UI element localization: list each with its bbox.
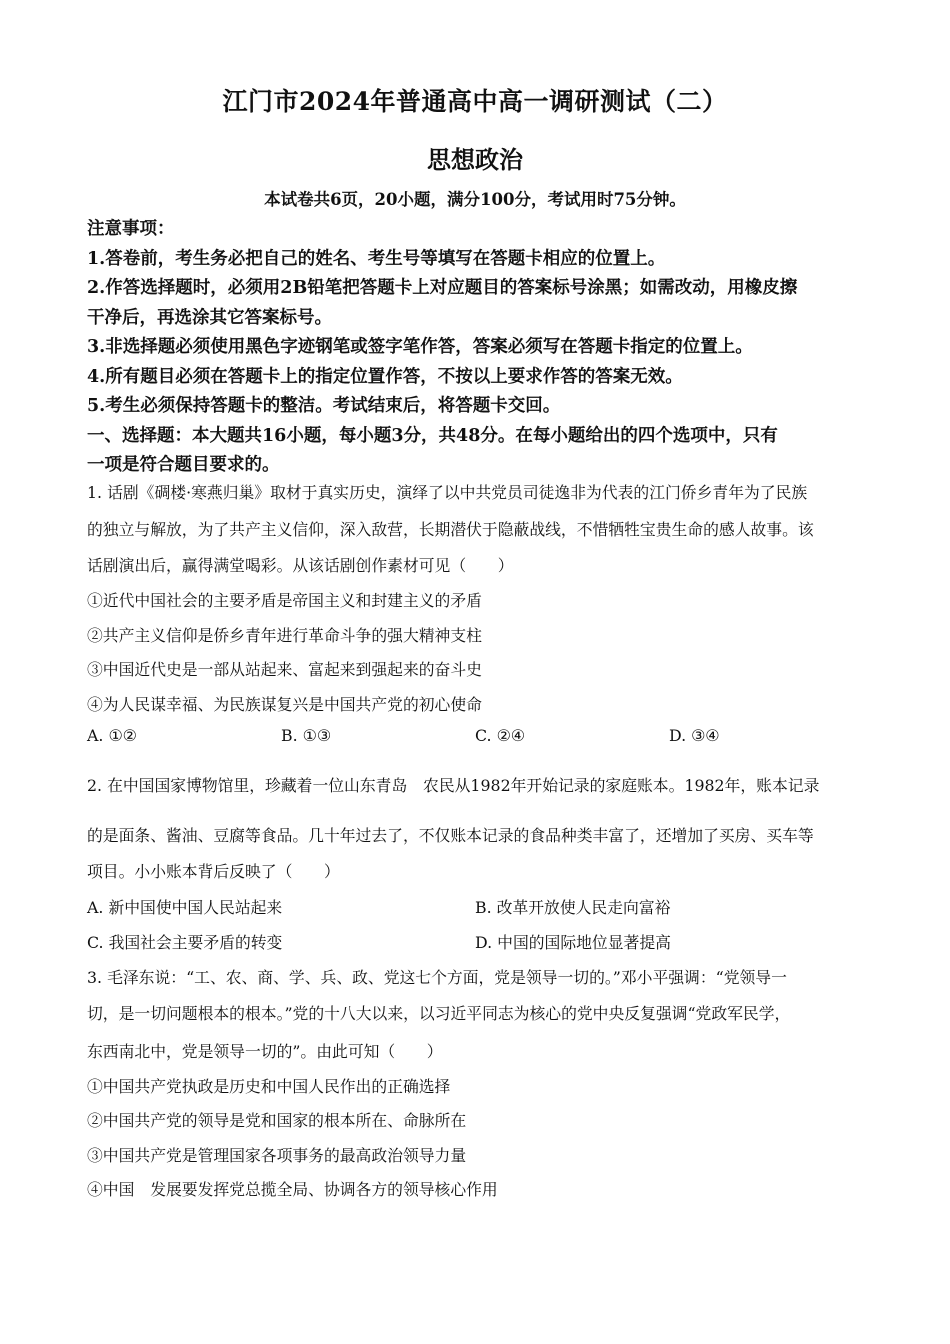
q1-statement: ③中国近代史是一部从站起来、富起来到强起来的奋斗史 <box>87 660 482 679</box>
q1-statement: ②共产主义信仰是侨乡青年进行革命斗争的强大精神支柱 <box>87 626 482 645</box>
notice-item: 2.作答选择题时，必须用2B铅笔把答题卡上对应题目的答案标号涂黑；如需改动，用橡皮擦 <box>87 278 798 298</box>
q1-option-b: B. ①③ <box>281 726 331 745</box>
section-heading-cont: 一项是符合题目要求的。 <box>87 455 280 475</box>
subject-title: 思想政治 <box>427 145 523 174</box>
q3-stem-line: 东西南北中，党是领导一切的”。由此可知（ ） <box>87 1042 443 1061</box>
q3-statement: ②中国共产党的领导是党和国家的根本所在、命脉所在 <box>87 1111 467 1130</box>
q2-option-b: B. 改革开放使人民走向富裕 <box>475 898 671 917</box>
q1-stem-line: 1. 话剧《碉楼·寒燕归巢》取材于真实历史，演绎了以中共党员司徒逸非为代表的江门侨乡青年为了民族 <box>87 483 808 502</box>
q2-option-a: A. 新中国使中国人民站起来 <box>87 898 283 917</box>
q3-statement: ①中国共产党执政是历史和中国人民作出的正确选择 <box>87 1077 451 1096</box>
q2-option-c: C. 我国社会主要矛盾的转变 <box>87 933 283 952</box>
notice-heading: 注意事项： <box>87 219 175 239</box>
q2-stem-line: 2. 在中国国家博物馆里，珍藏着一位山东青岛 农民从1982年开始记录的家庭账本。1982年，账本记录 <box>87 776 820 795</box>
q1-option-d: D. ③④ <box>669 726 720 745</box>
exam-info: 本试卷共6页，20小题，满分100分，考试用时75分钟。 <box>264 190 686 209</box>
exam-title: 江门市2024年普通高中高一调研测试（二） <box>222 87 728 116</box>
notice-block <box>87 215 867 481</box>
q2-stem-line: 项目。小小账本背后反映了（ ） <box>87 862 340 881</box>
q3-stem-line: 切，是一切问题根本的根本。”党的十八大以来，以习近平同志为核心的党中央反复强调“党政军民学， <box>87 1004 791 1023</box>
notice-item: 干净后，再选涂其它答案标号。 <box>87 307 332 328</box>
q1-option-c: C. ②④ <box>475 726 525 745</box>
q1-stem-line: 话剧演出后，赢得满堂喝彩。从该话剧创作素材可见（ ） <box>87 556 514 575</box>
q2-option-d: D. 中国的国际地位显著提高 <box>475 933 671 952</box>
notice-item: 5.考生必须保持答题卡的整洁。考试结束后，将答题卡交回。 <box>87 396 561 416</box>
q2-stem-line: 的是面条、酱油、豆腐等食品。几十年过去了，不仅账本记录的食品种类丰富了，还增加了买房、买车等 <box>87 826 814 845</box>
q1-stem-line: 的独立与解放，为了共产主义信仰，深入敌营，长期潜伏于隐蔽战线，不惜牺牲宝贵生命的感人故事。该 <box>87 520 814 539</box>
q3-stem-line: 3. 毛泽东说：“工、农、商、学、兵、政、党这七个方面，党是领导一切的。”邓小平强调：“党领导一 <box>87 968 787 987</box>
notice-item: 4.所有题目必须在答题卡上的指定位置作答，不按以上要求作答的答案无效。 <box>87 366 683 387</box>
notice-item: 3.非选择题必须使用黑色字迹钢笔或签字笔作答，答案必须写在答题卡指定的位置上。 <box>87 337 753 357</box>
q1-statement: ④为人民谋幸福、为民族谋复兴是中国共产党的初心使命 <box>87 695 482 714</box>
q1-option-a: A. ①② <box>87 726 137 745</box>
q1-statement: ①近代中国社会的主要矛盾是帝国主义和封建主义的矛盾 <box>87 591 482 610</box>
section-heading: 一、选择题：本大题共16小题，每小题3分，共48分。在每小题给出的四个选项中，只有 <box>87 425 778 446</box>
q3-statement: ③中国共产党是管理国家各项事务的最高政治领导力量 <box>87 1146 467 1165</box>
notice-item: 1.答卷前，考生务必把自己的姓名、考生号等填写在答题卡相应的位置上。 <box>87 248 666 269</box>
q3-statement: ④中国 发展要发挥党总揽全局、协调各方的领导核心作用 <box>87 1180 498 1199</box>
